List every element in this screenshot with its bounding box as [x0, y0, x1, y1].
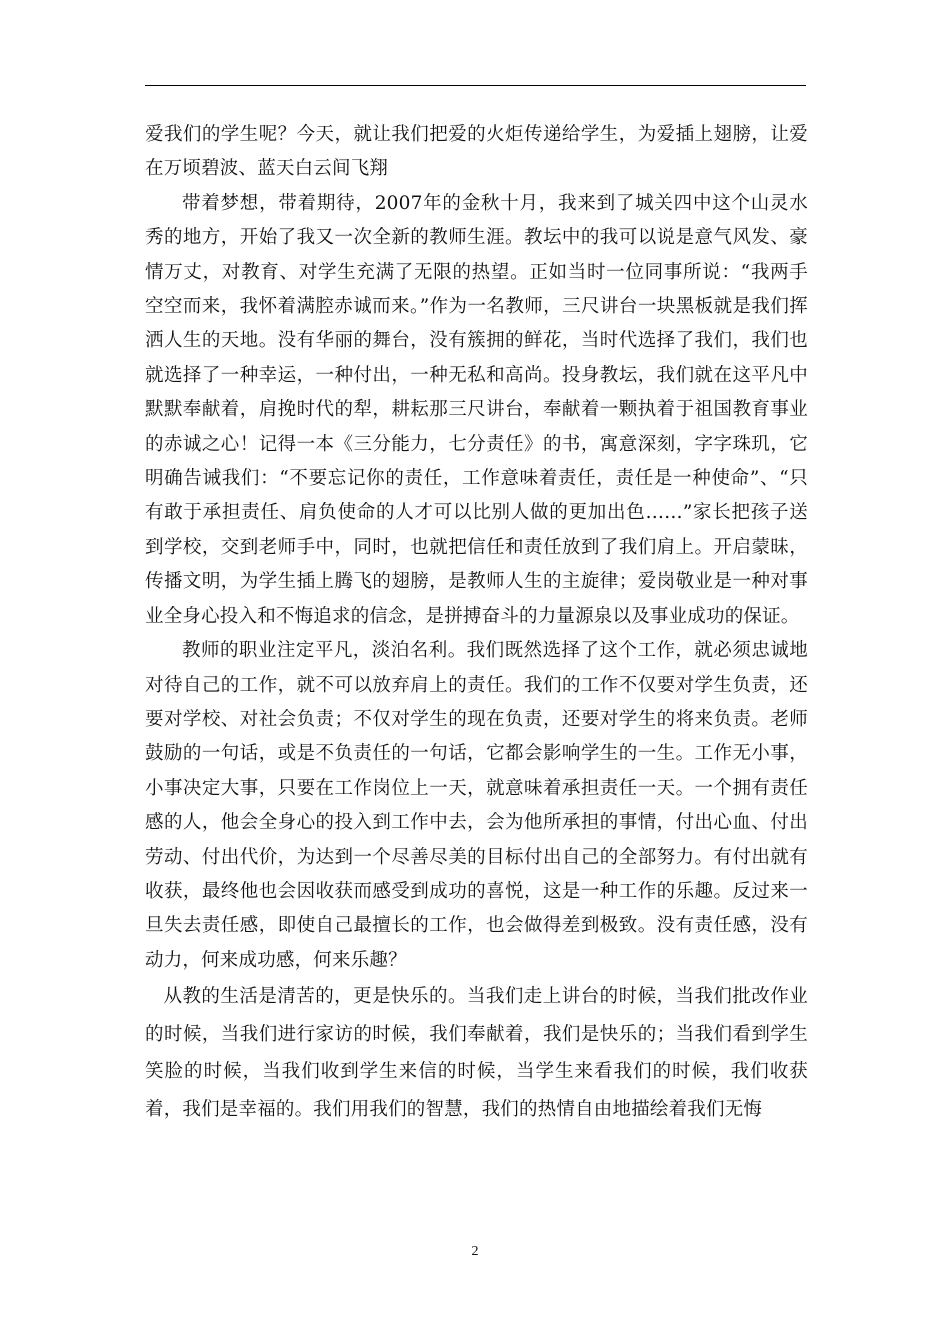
- page-number: 2: [471, 1244, 479, 1259]
- paragraph-4: 从教的生活是清苦的，更是快乐的。当我们走上讲台的时候，当我们批改作业的时候，当我们进行家访的时候，我们奉献着，我们是快乐的；当我们看到学生笑脸的时候，当我们收到学生来信的时候，当学生来看我们的时候，我们收获着，我们是幸福的。我们用我们的智慧，我们的热情自由地描绘着我们无悔: [145, 986, 808, 1120]
- paragraph-3: 教师的职业注定平凡，淡泊名利。我们既然选择了这个工作，就必须忠诚地对待自己的工作，就不可以放弃肩上的责任。我们的工作不仅要对学生负责，还要对学校、对社会负责；不仅对学生的现在负责，还要对学生的将来负责。老师鼓励的一句话，或是不负责任的一句话，它都会影响学生的一生。工作无小事，小事决定大事，只要在工作岗位上一天，就意味着承担责任一天。一个拥有责任感的人，他会全身心的投入到工作中去，会为他所承担的事情，付出心血、付出劳动、付出代价，为达到一个尽善尽美的目标付出自己的全部努力。有付出就有收获，最终他也会因收获而感受到成功的喜悦，这是一种工作的乐趣。反过来一旦失去责任感，即使自己最擅长的工作，也会做得差到极致。没有责任感，没有动力，何来成功感，何来乐趣？: [145, 640, 808, 971]
- header-rule: [145, 85, 806, 86]
- paragraph-1: 爱我们的学生呢？今天，就让我们把爱的火炬传递给学生，为爱插上翅膀，让爱在万顷碧波、蓝天白云间飞翔: [145, 124, 808, 180]
- document-body: [145, 118, 808, 1128]
- paragraph-2: 带着梦想，带着期待，2007年的金秋十月，我来到了城关四中这个山灵水秀的地方，开始了我又一次全新的教师生涯。教坛中的我可以说是意气风发、豪情万丈，对教育、对学生充满了无限的热望。正如当时一位同事所说：“我两手空空而来，我怀着满腔赤诚而来。”作为一名教师，三尺讲台一块黑板就是我们挥洒人生的天地。没有华丽的舞台，没有簇拥的鲜花，当时代选择了我们，我们也就选择了一种幸运，一种付出，一种无私和高尚。投身教坛，我们就在这平凡中默默奉献着，肩挽时代的犁，耕耘那三尺讲台，奉献着一颗执着于祖国教育事业的赤诚之心！记得一本《三分能力，七分责任》的书，寓意深刻，字字珠玑，它明确告诫我们：“不要忘记你的责任，工作意味着责任，责任是一种使命”、“只有敢于承担责任、肩负使命的人才可以比别人做的更加出色……”家长把孩子送到学校，交到老师手中，同时，也就把信任和责任放到了我们肩上。开启蒙昧，传播文明，为学生插上腾飞的翅膀，是教师人生的主旋律；爱岗敬业是一种对事业全身心投入和不悔追求的信念，是拼搏奋斗的力量源泉以及事业成功的保证。: [145, 192, 808, 627]
